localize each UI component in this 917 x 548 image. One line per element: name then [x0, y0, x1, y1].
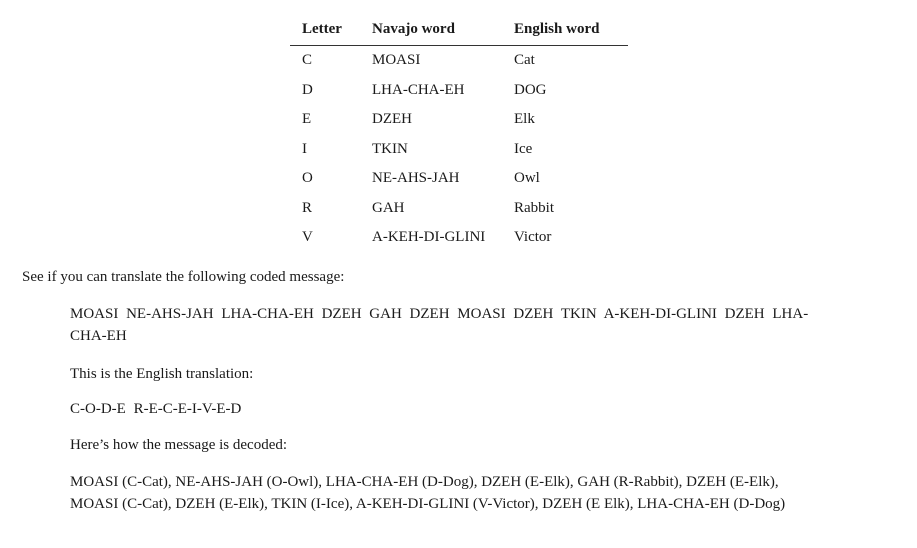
cell-letter: E [302, 111, 312, 127]
code-table [290, 14, 628, 253]
table-row [290, 135, 628, 165]
cell-navajo-word: A-KEH-DI-GLINI [372, 229, 486, 245]
cell-letter: R [302, 199, 313, 216]
cell-english-word: Ice [514, 140, 533, 157]
header-navajo-word: Navajo word [372, 21, 455, 37]
cell-letter: C [302, 52, 313, 68]
cell-navajo-word: LHA-CHA-EH [372, 81, 465, 98]
cell-english-word: Victor [514, 229, 552, 245]
table-row [290, 105, 628, 135]
decode-line: MOASI (C-Cat), DZEH (E-Elk), TKIN (I-Ice), A-KEH-DI-GLINI (V-Victor), DZEH (E Elk), LHA-CHA-EH (D-Dog) [70, 496, 786, 512]
cell-navajo-word: GAH [372, 199, 405, 216]
header-english-word: English word [514, 21, 600, 37]
translate-prompt: See if you can translate the following coded message: [22, 269, 345, 285]
cell-navajo-word: DZEH [372, 111, 412, 127]
cell-navajo-word: TKIN [372, 140, 408, 157]
table-row [290, 76, 628, 106]
cell-english-word: Rabbit [514, 199, 554, 216]
cell-letter: D [302, 81, 313, 98]
table-row [290, 223, 628, 253]
coded-message: MOASI NE-AHS-JAH LHA-CHA-EH DZEH GAH DZEH MOASI DZEH TKIN A-KEH-DI-GLINI DZEH LHA-CHA-EH [70, 306, 809, 344]
table-row [290, 46, 628, 76]
cell-letter: O [302, 170, 313, 186]
translation-label: This is the English translation: [70, 366, 254, 382]
table-header [290, 14, 628, 46]
cell-navajo-word: MOASI [372, 52, 421, 68]
cell-english-word: Elk [514, 111, 535, 127]
decode-line: MOASI (C-Cat), NE-AHS-JAH (O-Owl), LHA-CHA-EH (D-Dog), DZEH (E-Elk), GAH (R-Rabbit), DZEH (E-Elk), [70, 474, 779, 490]
cell-english-word: DOG [514, 81, 547, 98]
header-letter: Letter [302, 21, 342, 37]
cell-navajo-word: NE-AHS-JAH [372, 170, 460, 186]
decode-label: Here’s how the message is decoded: [70, 437, 288, 453]
table-body [290, 46, 628, 253]
translation-value: C-O-D-E R-E-C-E-I-V-E-D [70, 401, 242, 417]
cell-letter: V [302, 229, 313, 245]
cell-english-word: Cat [514, 52, 535, 68]
table-row [290, 194, 628, 224]
cell-letter: I [302, 140, 307, 157]
cell-english-word: Owl [514, 170, 540, 186]
table-row [290, 164, 628, 194]
